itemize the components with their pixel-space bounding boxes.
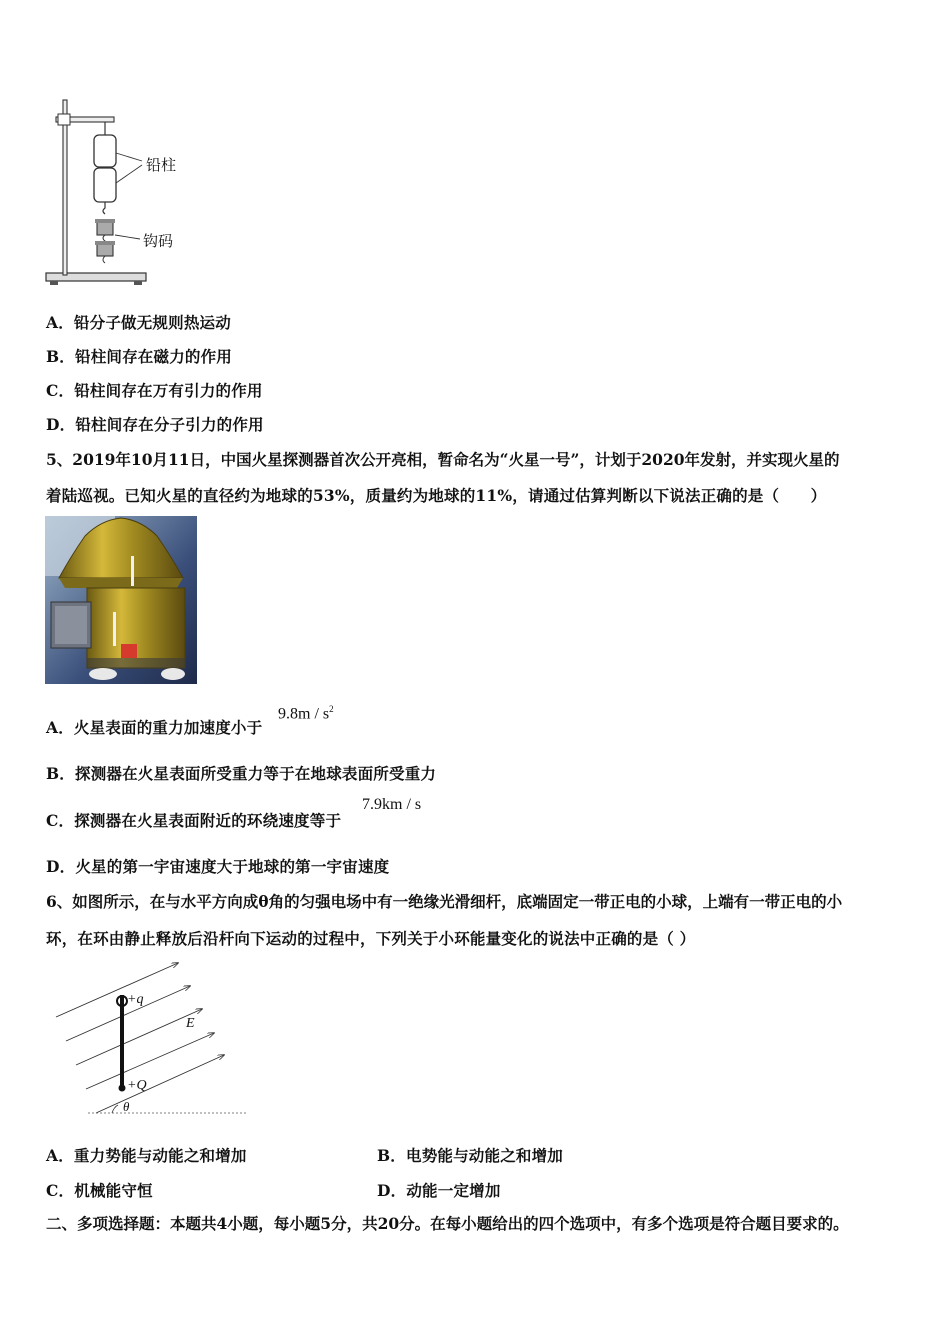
q5-option-c [46,809,341,831]
q4-option-c: C．铅柱间存在万有引力的作用 [46,381,263,400]
hook-weight-label: 钩码 [143,232,174,250]
q5-stem-line1: 5、2019年10月11日，中国火星探测器首次公开亮相，暂命名为“火星一号”，计划于2020年发射，并实现火星的 [46,450,840,469]
field-label: E [186,1016,195,1031]
ring-charge-label: +q [127,992,144,1007]
q6-option-d: D．动能一定增加 [377,1181,501,1200]
q6-option-b: B．电势能与动能之和增加 [377,1146,564,1165]
q4-option-b: B．铅柱间存在磁力的作用 [46,347,233,366]
q5-option-d: D．火星的第一宇宙速度大于地球的第一宇宙速度 [46,857,390,876]
q5-option-a [46,716,262,738]
angle-label: θ [123,1099,130,1114]
q5-option-c-formula: 7.9km / s [362,796,422,813]
q5-option-a-formula-base: 9.8m / s [278,705,330,723]
q4-option-a: A．铅分子做无规则热运动 [46,313,231,332]
q6-stem-line1: 6、如图所示，在与水平方向成θ角的匀强电场中有一绝缘光滑细杆，底端固定一带正电的小球，上端有一带正电的小 [46,892,843,911]
q4-option-d: D．铅柱间存在分子引力的作用 [46,415,264,434]
q5-option-b: B．探测器在火星表面所受重力等于在地球表面所受重力 [46,764,437,783]
q5-option-a-text: A．火星表面的重力加速度小于 [46,718,263,737]
mars-probe-photo [45,516,197,684]
q6-option-c: C．机械能守恒 [46,1181,153,1200]
q5-option-a-formula-exp: 2 [329,704,334,714]
ball-charge-label: +Q [127,1078,147,1093]
section2-heading: 二、多项选择题：本题共4小题，每小题5分，共20分。在每小题给出的四个选项中，有多个选项是符合题目要求的。 [46,1214,849,1233]
electric-field-rod-figure [48,955,253,1120]
q5-option-a-formula [278,704,334,723]
q6-stem-line2: 环，在环由静止释放后沿杆向下运动的过程中，下列关于小环能量变化的说法中正确的是（ ） [46,929,696,948]
lead-cylinder-apparatus-figure [40,95,200,290]
q5-stem-line2: 着陆巡视。已知火星的直径约为地球的53%，质量约为地球的11%，请通过估算判断以下说法正确的是（ ） [46,486,827,505]
q5-option-c-text: C．探测器在火星表面附近的环绕速度等于 [46,811,342,830]
q6-option-a: A．重力势能与动能之和增加 [46,1146,247,1165]
lead-cylinder-label: 铅柱 [146,156,177,174]
